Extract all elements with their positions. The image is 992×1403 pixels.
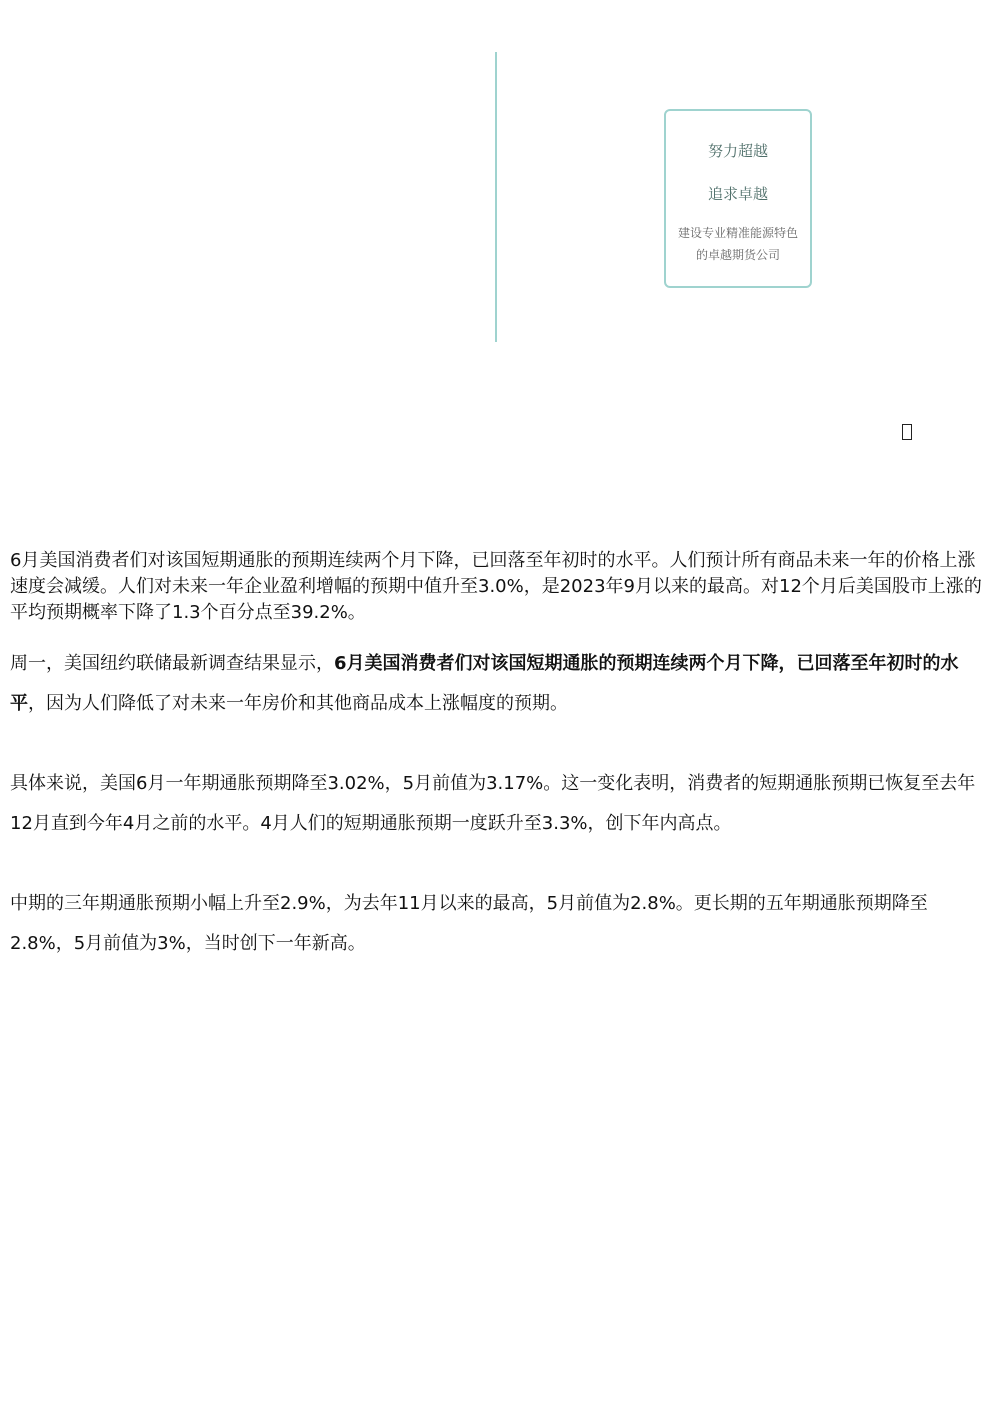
- slogan-subtitle: 建设专业精准能源特色的卓越期货公司: [677, 226, 798, 262]
- slogan-card: [664, 109, 812, 288]
- article-paragraph-2: 具体来说，美国6月一年期通胀预期降至3.02%，5月前值为3.17%。这一变化表明，消费者的短期通胀预期已恢复至去年12月直到今年4月之前的水平。4月人们的短期通胀预期一度跃升至3.3%，创下年内高点。: [10, 773, 976, 834]
- article-paragraph-1: [10, 644, 982, 724]
- p1-prefix: 周一，美国纽约联储最新调查结果显示，: [10, 653, 334, 674]
- slogan-line-1: 努力超越: [707, 142, 768, 160]
- p1-suffix: ，因为人们降低了对未来一年房价和其他商品成本上涨幅度的预期。: [28, 693, 568, 714]
- p1-highlight: 6月美国消费者们对该国短期通胀的预期连续两个月下降，已回落至年初时的水平: [10, 653, 959, 714]
- header-divider: [495, 52, 497, 342]
- article-paragraph-3: 中期的三年期通胀预期小幅上升至2.9%，为去年11月以来的最高，5月前值为2.8%。更长期的五年期通胀预期降至2.8%，5月前值为3%，当时创下一年新高。: [10, 893, 928, 954]
- slogan-line-2: 追求卓越: [707, 185, 768, 203]
- article-body: [10, 548, 982, 964]
- missing-glyph-icon: [902, 424, 912, 440]
- article-summary: 6月美国消费者们对该国短期通胀的预期连续两个月下降，已回落至年初时的水平。人们预计所有商品未来一年的价格上涨速度会减缓。人们对未来一年企业盈利增幅的预期中值升至3.0%，是2023年9月以来的最高。对12个月后美国股市上涨的平均预期概率下降了1.3个百分点至39.2%。: [10, 550, 982, 623]
